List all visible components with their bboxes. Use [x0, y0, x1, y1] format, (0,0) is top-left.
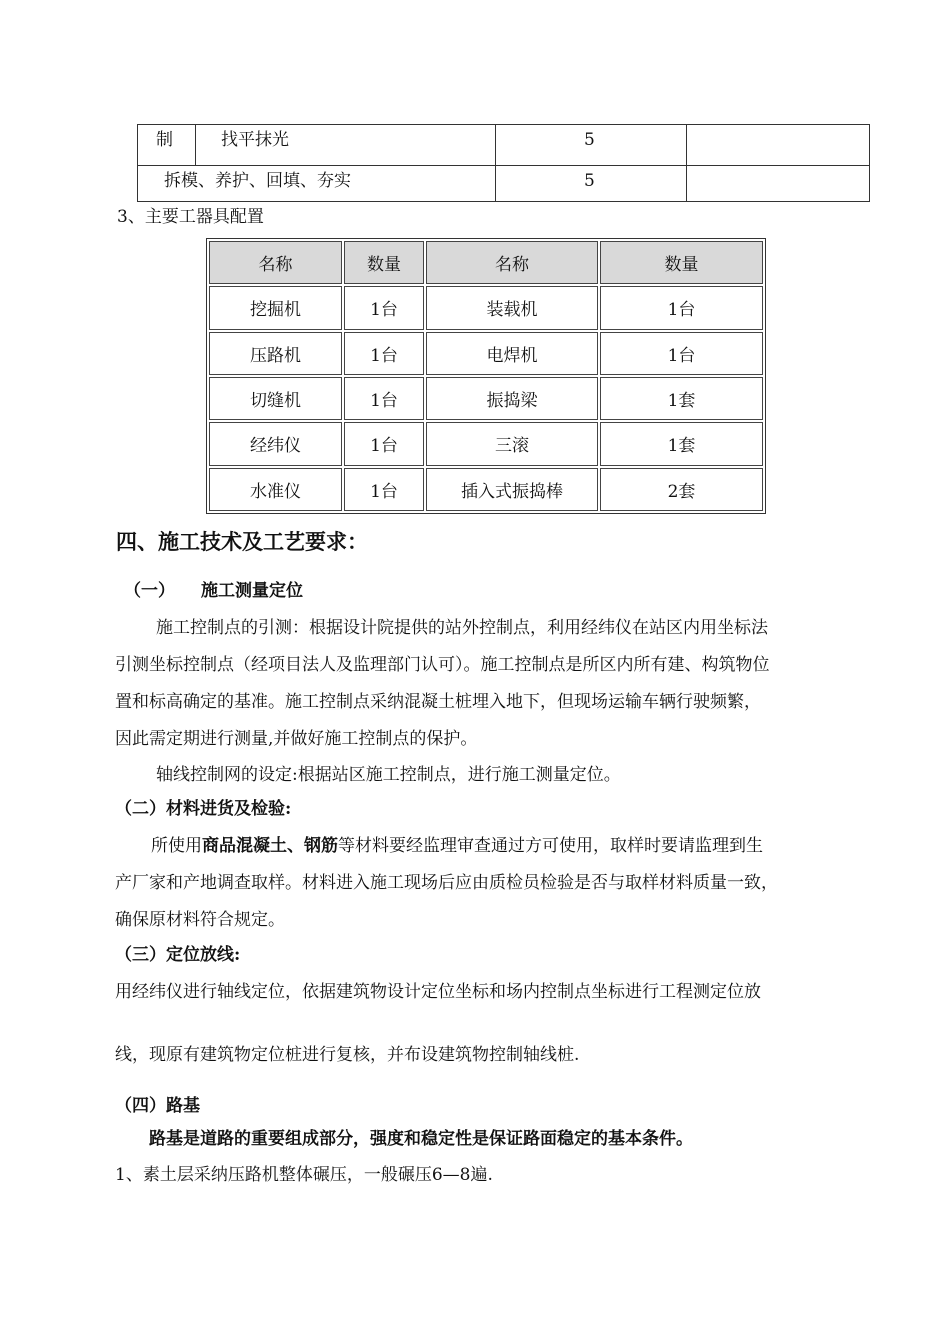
paragraph-line [151, 836, 763, 856]
table-cell: 水准仪 [209, 468, 342, 511]
table-divider [138, 165, 869, 166]
table-cell: 制 [156, 130, 173, 150]
paragraph-line: 产厂家和产地调查取样。材料进入施工现场后应由质检员检验是否与取样材料质量一致， [115, 873, 778, 893]
header-cell: 数量 [600, 241, 763, 284]
table-divider [195, 125, 196, 165]
bold-paragraph: 路基是道路的重要组成部分，强度和稳定性是保证路面稳定的基本条件。 [149, 1129, 693, 1149]
table-row [209, 286, 763, 329]
tools-table [206, 238, 766, 514]
text-run: 所使用 [151, 836, 202, 856]
section-heading: 3、主要工器具配置 [117, 207, 264, 227]
paragraph-line: 引测坐标控制点（经项目法人及监理部门认可）。施工控制点是所区内所有建、构筑物位 [115, 655, 770, 675]
table-cell: 三滚 [426, 422, 598, 465]
table-divider [686, 125, 687, 201]
paragraph-line: 线，现原有建筑物定位桩进行复核，并布设建筑物控制轴线桩. [115, 1045, 580, 1065]
subsection-heading: （四）路基 [115, 1096, 200, 1116]
paragraph: 轴线控制网的设定:根据站区施工控制点，进行施工测量定位。 [156, 765, 621, 785]
table-row [209, 422, 763, 465]
table-cell: 压路机 [209, 332, 342, 375]
paragraph-line: 置和标高确定的基准。施工控制点采纳混凝土桩埋入地下，但现场运输车辆行驶频繁， [115, 692, 761, 712]
table-cell: 经纬仪 [209, 422, 342, 465]
table-cell: 5 [584, 130, 595, 150]
table-cell: 5 [584, 171, 595, 191]
header-cell: 数量 [344, 241, 424, 284]
table-cell: 1台 [600, 332, 763, 375]
header-cell: 名称 [209, 241, 342, 284]
table-row [209, 377, 763, 420]
emphasis-text: 商品混凝土、钢筋 [202, 836, 338, 856]
subsection-heading: 施工测量定位 [201, 581, 303, 601]
table-cell: 1套 [600, 422, 763, 465]
table-cell: 切缝机 [209, 377, 342, 420]
table-cell: 1台 [600, 286, 763, 329]
table-cell: 装载机 [426, 286, 598, 329]
table-cell: 1套 [600, 377, 763, 420]
text-run: 等材料要经监理审查通过方可使用，取样时要请监理到生 [338, 836, 763, 856]
table-header-row [209, 241, 763, 284]
table-divider [495, 125, 496, 201]
table-row [209, 468, 763, 511]
chapter-title: 四、施工技术及工艺要求： [116, 529, 368, 554]
table-cell: 电焊机 [426, 332, 598, 375]
subsection-number: （一） [124, 581, 175, 601]
paragraph-line: 施工控制点的引测：根据设计院提供的站外控制点，利用经纬仪在站区内用坐标法 [156, 618, 768, 638]
subsection-heading: （二）材料进货及检验: [115, 799, 292, 819]
table-cell: 振捣梁 [426, 377, 598, 420]
table-cell: 1台 [344, 422, 424, 465]
table-cell: 2套 [600, 468, 763, 511]
table-cell: 1台 [344, 377, 424, 420]
table-cell: 找平抹光 [221, 130, 289, 150]
table-cell: 1台 [344, 332, 424, 375]
paragraph-line: 确保原材料符合规定。 [115, 910, 285, 930]
table-cell: 挖掘机 [209, 286, 342, 329]
paragraph-line: 用经纬仪进行轴线定位，依据建筑物设计定位坐标和场内控制点坐标进行工程测定位放 [115, 982, 761, 1002]
subsection-heading: （三）定位放线: [115, 945, 241, 965]
table-row [209, 332, 763, 375]
table-cell: 1台 [344, 286, 424, 329]
header-cell: 名称 [426, 241, 598, 284]
table-cell: 1台 [344, 468, 424, 511]
list-item: 1、素土层采纳压路机整体碾压，一般碾压6—8遍. [115, 1165, 493, 1185]
table-cell: 插入式振捣棒 [426, 468, 598, 511]
table-cell: 拆模、养护、回填、夯实 [164, 171, 351, 191]
paragraph-line: 因此需定期进行测量,并做好施工控制点的保护。 [115, 729, 478, 749]
